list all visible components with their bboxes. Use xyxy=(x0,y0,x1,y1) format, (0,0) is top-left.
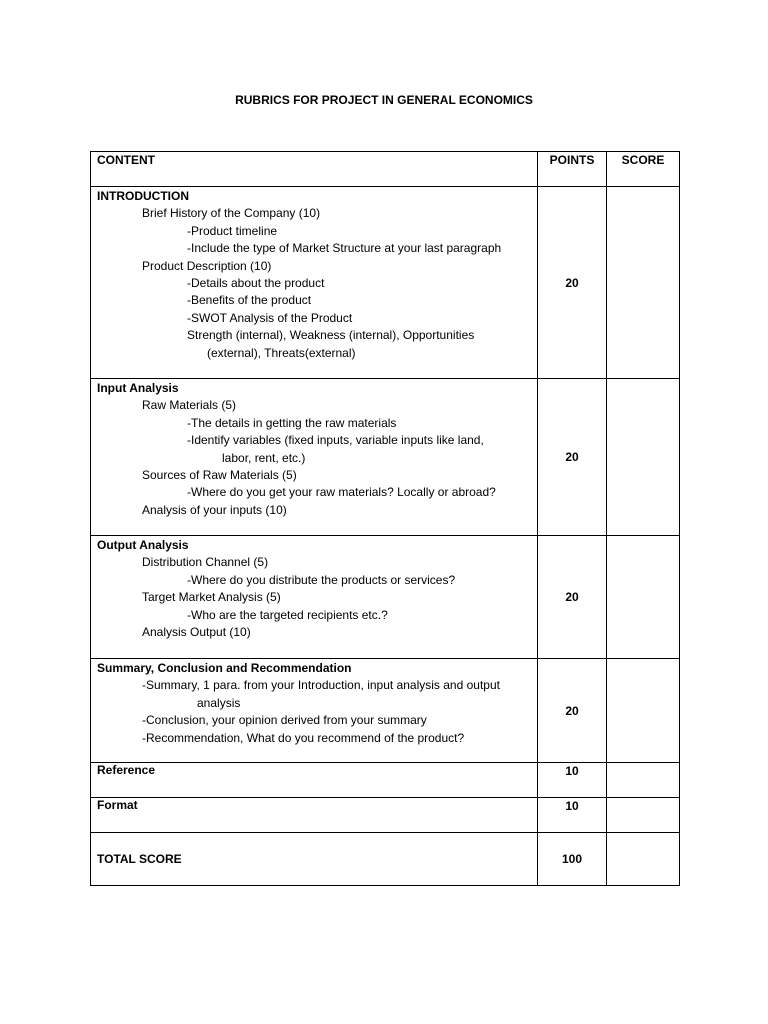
header-content: CONTENT xyxy=(91,152,538,187)
reference-row xyxy=(91,763,680,798)
score-cell[interactable] xyxy=(607,659,680,763)
section-points: 20 xyxy=(538,187,607,379)
section-content xyxy=(91,536,538,659)
score-cell[interactable] xyxy=(607,187,680,379)
format-row xyxy=(91,798,680,833)
criterion-line: Target Market Analysis (5) xyxy=(142,590,281,605)
criterion-line: Analysis of your inputs (10) xyxy=(142,502,287,517)
section-row-output-analysis xyxy=(91,536,680,659)
criterion-line: labor, rent, etc.) xyxy=(222,450,306,465)
section-content xyxy=(91,187,538,379)
section-title: Summary, Conclusion and Recommendation xyxy=(97,661,352,675)
score-cell[interactable] xyxy=(607,763,680,798)
criterion-line: Product Description (10) xyxy=(142,258,272,273)
total-row xyxy=(91,833,680,886)
criterion-line: -Benefits of the product xyxy=(187,293,312,308)
section-points: 20 xyxy=(538,379,607,536)
criterion-line: -Product timeline xyxy=(187,223,278,238)
format-label: Format xyxy=(91,798,538,833)
section-content xyxy=(91,379,538,536)
reference-label: Reference xyxy=(91,763,538,798)
total-points: 100 xyxy=(538,833,607,886)
criterion-line: -Summary, 1 para. from your Introduction, input analysis and output xyxy=(142,678,500,693)
section-row-input-analysis xyxy=(91,379,680,536)
format-points: 10 xyxy=(538,798,607,833)
rubric-table xyxy=(90,151,680,886)
criterion-line: Analysis Output (10) xyxy=(142,624,251,639)
reference-points: 10 xyxy=(538,763,607,798)
criterion-line: Brief History of the Company (10) xyxy=(142,206,321,221)
criterion-line: Strength (internal), Weakness (internal), Opportunities xyxy=(187,328,475,343)
criterion-line: -Recommendation, What do you recommend of the product? xyxy=(142,730,465,745)
criterion-line: -Include the type of Market Structure at your last paragraph xyxy=(187,241,502,256)
section-content xyxy=(91,659,538,763)
criterion-line: -Who are the targeted recipients etc.? xyxy=(187,607,388,622)
document-title: RUBRICS FOR PROJECT IN GENERAL ECONOMICS xyxy=(235,93,533,107)
header-row xyxy=(91,152,680,187)
section-title: Input Analysis xyxy=(97,381,179,395)
criterion-line: -Details about the product xyxy=(187,275,325,290)
total-label: TOTAL SCORE xyxy=(91,833,538,886)
criterion-line: analysis xyxy=(197,695,241,710)
section-points: 20 xyxy=(538,659,607,763)
criterion-line: -Where do you get your raw materials? Locally or abroad? xyxy=(187,485,496,500)
header-score: SCORE xyxy=(607,152,680,187)
score-cell[interactable] xyxy=(607,379,680,536)
section-row-summary xyxy=(91,659,680,763)
total-score-cell[interactable] xyxy=(607,833,680,886)
section-title: Output Analysis xyxy=(97,538,189,552)
criterion-line: -The details in getting the raw materials xyxy=(187,415,397,430)
section-row-introduction xyxy=(91,187,680,379)
section-points: 20 xyxy=(538,536,607,659)
section-title: INTRODUCTION xyxy=(97,189,189,203)
criterion-line: Distribution Channel (5) xyxy=(142,555,269,570)
criterion-line: Raw Materials (5) xyxy=(142,398,237,413)
criterion-line: -SWOT Analysis of the Product xyxy=(187,310,353,325)
criterion-line: -Identify variables (fixed inputs, variable inputs like land, xyxy=(187,433,484,448)
header-points: POINTS xyxy=(538,152,607,187)
score-cell[interactable] xyxy=(607,536,680,659)
criterion-line: Sources of Raw Materials (5) xyxy=(142,467,297,482)
criterion-line: -Where do you distribute the products or services? xyxy=(187,572,456,587)
criterion-line: -Conclusion, your opinion derived from your summary xyxy=(142,713,427,728)
criterion-line: (external), Threats(external) xyxy=(207,345,356,360)
score-cell[interactable] xyxy=(607,798,680,833)
